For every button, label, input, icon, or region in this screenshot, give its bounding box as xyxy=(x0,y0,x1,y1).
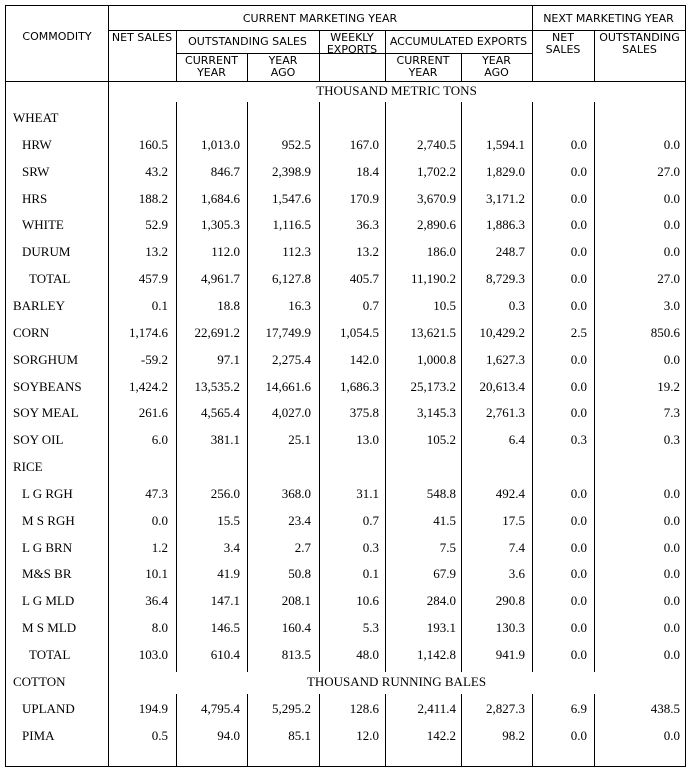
cell-accumulated-year-ago: 8,729.3 xyxy=(486,271,525,287)
table-row xyxy=(6,399,685,425)
cell-outstanding-current-year: 4,795.4 xyxy=(201,700,240,716)
cell-accumulated-year-ago: 10,429.2 xyxy=(479,324,525,340)
cell-next-net-sales: 0.0 xyxy=(570,351,587,367)
table-row xyxy=(6,453,685,479)
commodity-label: L G BRN xyxy=(22,539,73,555)
cell-weekly-exports: 1,686.3 xyxy=(340,378,379,394)
cell-next-outstanding-sales: 0.0 xyxy=(663,485,680,501)
cell-outstanding-current-year: 4,961.7 xyxy=(201,271,240,287)
header-next-net-sales xyxy=(532,32,594,56)
cell-accumulated-year-ago: 1,886.3 xyxy=(486,217,525,233)
cell-outstanding-year-ago: 25.1 xyxy=(288,432,311,448)
cell-outstanding-current-year: 1,305.3 xyxy=(201,217,240,233)
cell-outstanding-current-year: 1,013.0 xyxy=(201,136,240,152)
table-row xyxy=(6,641,685,667)
cell-next-net-sales: 0.0 xyxy=(570,539,587,555)
cell-weekly-exports: 0.7 xyxy=(362,297,379,313)
cell-accumulated-current-year: 1,142.8 xyxy=(417,647,456,662)
commodity-label: SRW xyxy=(22,163,50,179)
cell-next-net-sales: 0.0 xyxy=(570,593,587,609)
table-row xyxy=(6,614,685,640)
header-bottom-rule xyxy=(6,81,685,82)
header-year-line: YEAR xyxy=(268,54,298,67)
cell-net-sales: 10.1 xyxy=(145,566,168,582)
cell-next-net-sales: 0.0 xyxy=(570,217,587,233)
cell-weekly-exports: 0.7 xyxy=(362,512,379,528)
header-year-line: YEAR xyxy=(482,54,511,67)
header-weekly-line: WEEKLY xyxy=(330,31,374,44)
header-net-sales: NET SALES xyxy=(111,31,173,44)
header-weekly-exports xyxy=(319,32,385,56)
cell-next-net-sales: 0.0 xyxy=(570,485,587,501)
commodity-label: HRW xyxy=(22,136,52,152)
cell-next-net-sales: 0.0 xyxy=(570,512,587,528)
cell-accumulated-current-year: 25,173.2 xyxy=(410,378,456,394)
cell-accumulated-current-year: 11,190.2 xyxy=(410,271,456,287)
header-ago-line: AGO xyxy=(270,66,296,79)
table-row xyxy=(6,587,685,613)
cell-accumulated-current-year: 7.5 xyxy=(439,539,456,555)
cell-outstanding-current-year: 41.9 xyxy=(217,566,240,582)
cell-net-sales: 43.2 xyxy=(145,163,168,179)
cell-weekly-exports: 1,054.5 xyxy=(340,324,379,340)
table-row xyxy=(6,346,685,372)
cell-net-sales: -59.2 xyxy=(140,351,168,367)
cell-next-net-sales: 0.3 xyxy=(570,432,587,448)
cell-outstanding-current-year: 256.0 xyxy=(210,485,240,501)
cell-accumulated-current-year: 67.9 xyxy=(433,566,456,582)
header-next-marketing-year: NEXT MARKETING YEAR xyxy=(543,12,674,25)
cell-outstanding-current-year: 381.1 xyxy=(210,432,240,448)
table-row xyxy=(6,319,685,345)
table-row xyxy=(6,131,685,157)
table-row xyxy=(6,722,685,748)
cell-outstanding-year-ago: 17,749.9 xyxy=(265,324,311,340)
cell-weekly-exports: 142.0 xyxy=(349,351,379,367)
cell-weekly-exports: 167.0 xyxy=(349,136,379,152)
table-row xyxy=(6,373,685,399)
cell-net-sales: 261.6 xyxy=(138,405,168,421)
cell-weekly-exports: 128.6 xyxy=(349,700,379,716)
cell-outstanding-current-year: 97.1 xyxy=(217,351,240,367)
cell-accumulated-year-ago: 2,761.3 xyxy=(486,405,525,421)
header-accumulated-year-ago xyxy=(461,55,532,79)
cell-next-net-sales: 6.9 xyxy=(570,700,587,716)
table-row xyxy=(6,265,685,291)
cell-outstanding-current-year: 13,535.2 xyxy=(194,378,240,394)
cell-accumulated-year-ago: 7.4 xyxy=(508,539,525,555)
cell-weekly-exports: 36.3 xyxy=(356,217,379,233)
cell-accumulated-year-ago: 1,627.3 xyxy=(486,351,525,367)
table-row xyxy=(6,211,685,237)
cell-outstanding-current-year: 147.1 xyxy=(210,593,240,609)
cell-outstanding-year-ago: 368.0 xyxy=(281,485,311,501)
cell-net-sales: 160.5 xyxy=(138,136,168,152)
header-accumulated-exports: ACCUMULATED EXPORTS xyxy=(389,35,528,48)
cell-accumulated-current-year: 2,411.4 xyxy=(417,700,456,716)
cell-net-sales: 0.1 xyxy=(151,297,168,313)
cell-accumulated-current-year: 3,145.3 xyxy=(417,405,456,421)
commodity-label: SOY OIL xyxy=(13,432,64,448)
cell-outstanding-current-year: 3.4 xyxy=(223,539,240,555)
table-row xyxy=(6,158,685,184)
cell-net-sales: 188.2 xyxy=(138,190,168,206)
cell-accumulated-current-year: 2,890.6 xyxy=(417,217,456,233)
cell-weekly-exports: 12.0 xyxy=(356,727,379,743)
unit-thousand-running-bales: THOUSAND RUNNING BALES xyxy=(306,674,487,689)
table-row xyxy=(6,104,685,130)
cell-next-outstanding-sales: 0.0 xyxy=(663,539,680,555)
cell-next-net-sales: 0.0 xyxy=(570,190,587,206)
cell-accumulated-current-year: 10.5 xyxy=(433,297,456,313)
cell-accumulated-year-ago: 20,613.4 xyxy=(479,378,525,394)
cell-next-outstanding-sales: 0.0 xyxy=(663,647,680,662)
cell-accumulated-year-ago: 17.5 xyxy=(502,512,525,528)
commodity-label: WHITE xyxy=(22,217,64,233)
cell-next-net-sales: 0.0 xyxy=(570,271,587,287)
cell-outstanding-current-year: 146.5 xyxy=(210,620,240,636)
cell-accumulated-year-ago: 3,171.2 xyxy=(486,190,525,206)
cell-net-sales: 1,424.2 xyxy=(129,378,168,394)
header-current-marketing-year: CURRENT MARKETING YEAR xyxy=(242,12,398,25)
cell-next-net-sales: 0.0 xyxy=(570,297,587,313)
cell-next-outstanding-sales: 0.0 xyxy=(663,217,680,233)
cell-accumulated-year-ago: 941.9 xyxy=(495,647,525,662)
cell-accumulated-current-year: 186.0 xyxy=(426,244,456,260)
commodity-label: SOY MEAL xyxy=(13,405,79,421)
cell-next-net-sales: 2.5 xyxy=(570,324,587,340)
cell-outstanding-year-ago: 112.3 xyxy=(282,244,311,260)
cell-weekly-exports: 405.7 xyxy=(349,271,379,287)
cell-next-net-sales: 0.0 xyxy=(570,244,587,260)
cell-accumulated-year-ago: 3.6 xyxy=(508,566,525,582)
cell-accumulated-year-ago: 2,827.3 xyxy=(486,700,525,716)
cell-accumulated-year-ago: 98.2 xyxy=(502,727,525,743)
cell-outstanding-year-ago: 1,116.5 xyxy=(272,217,311,233)
cell-accumulated-year-ago: 248.7 xyxy=(495,244,525,260)
cell-accumulated-current-year: 13,621.5 xyxy=(410,324,456,340)
commodity-label: L G MLD xyxy=(22,593,75,609)
cell-next-outstanding-sales: 0.0 xyxy=(663,136,680,152)
cell-next-net-sales: 0.0 xyxy=(570,163,587,179)
cell-net-sales: 52.9 xyxy=(145,217,168,233)
cell-net-sales: 0.0 xyxy=(151,512,168,528)
header-accumulated-current-year xyxy=(385,55,461,79)
commodity-label: DURUM xyxy=(22,244,71,260)
cell-next-outstanding-sales: 0.3 xyxy=(663,432,680,448)
header-year-line: YEAR xyxy=(408,66,438,79)
cell-accumulated-year-ago: 1,829.0 xyxy=(486,163,525,179)
cell-net-sales: 1.2 xyxy=(151,539,168,555)
cell-next-outstanding-sales: 0.0 xyxy=(663,244,680,260)
cell-outstanding-current-year: 94.0 xyxy=(217,727,240,743)
table-row xyxy=(6,695,685,721)
cell-net-sales: 194.9 xyxy=(138,700,168,716)
cell-next-net-sales: 0.0 xyxy=(570,136,587,152)
commodity-label: M&S BR xyxy=(22,566,72,582)
cell-outstanding-current-year: 112.0 xyxy=(211,244,240,260)
cell-accumulated-current-year: 1,000.8 xyxy=(417,351,456,367)
cell-next-outstanding-sales: 27.0 xyxy=(657,271,680,287)
cell-next-outstanding-sales: 0.0 xyxy=(663,190,680,206)
header-outstanding-line: OUTSTANDING xyxy=(599,31,680,44)
cell-next-outstanding-sales: 850.6 xyxy=(650,324,680,340)
header-outstanding-year-ago xyxy=(247,55,319,79)
commodity-label: SOYBEANS xyxy=(13,378,82,394)
cell-next-net-sales: 0.0 xyxy=(570,647,587,662)
cell-accumulated-year-ago: 6.4 xyxy=(508,432,525,448)
table-row xyxy=(6,238,685,264)
cell-accumulated-current-year: 284.0 xyxy=(426,593,456,609)
cell-accumulated-current-year: 3,670.9 xyxy=(417,190,456,206)
cell-weekly-exports: 18.4 xyxy=(356,163,379,179)
cell-accumulated-current-year: 193.1 xyxy=(426,620,456,636)
header-current-line: CURRENT xyxy=(185,54,238,67)
cell-next-net-sales: 0.0 xyxy=(570,620,587,636)
commodity-label: UPLAND xyxy=(22,700,75,716)
cell-weekly-exports: 13.0 xyxy=(356,432,379,448)
cell-next-outstanding-sales: 0.0 xyxy=(663,512,680,528)
cell-accumulated-year-ago: 1,594.1 xyxy=(486,136,525,152)
cell-next-outstanding-sales: 19.2 xyxy=(657,378,680,394)
commodity-label: L G RGH xyxy=(22,485,73,501)
header-outstanding-sales: OUTSTANDING SALES xyxy=(188,35,307,48)
commodity-label: M S MLD xyxy=(22,620,77,636)
cell-outstanding-current-year: 15.5 xyxy=(217,512,240,528)
cell-outstanding-year-ago: 4,027.0 xyxy=(272,405,311,421)
cell-outstanding-year-ago: 23.4 xyxy=(288,512,311,528)
cell-next-outstanding-sales: 438.5 xyxy=(650,700,680,716)
commodity-label: TOTAL xyxy=(29,647,71,662)
table-row xyxy=(6,292,685,318)
cell-net-sales: 103.0 xyxy=(138,647,168,662)
cell-next-net-sales: 0.0 xyxy=(570,727,587,743)
cell-accumulated-year-ago: 130.3 xyxy=(495,620,525,636)
cell-accumulated-current-year: 41.5 xyxy=(433,512,456,528)
header-commodity: COMMODITY xyxy=(22,30,92,43)
cell-weekly-exports: 0.3 xyxy=(362,539,379,555)
cell-outstanding-current-year: 610.4 xyxy=(210,647,240,662)
header-next-outstanding-sales xyxy=(594,32,685,56)
table-row xyxy=(6,185,685,211)
cell-outstanding-year-ago: 208.1 xyxy=(281,593,311,609)
cell-outstanding-current-year: 22,691.2 xyxy=(194,324,240,340)
cell-net-sales: 8.0 xyxy=(151,620,168,636)
header-net-line: NET xyxy=(552,31,574,44)
cell-weekly-exports: 5.3 xyxy=(362,620,379,636)
cell-next-outstanding-sales: 0.0 xyxy=(663,566,680,582)
cell-outstanding-year-ago: 5,295.2 xyxy=(272,700,311,716)
commodity-label: TOTAL xyxy=(29,271,71,287)
cell-next-outstanding-sales: 7.3 xyxy=(663,405,680,421)
cell-outstanding-year-ago: 1,547.6 xyxy=(272,190,311,206)
header-exports-line: EXPORTS xyxy=(326,43,378,56)
header-year-line: YEAR xyxy=(197,66,226,79)
cell-net-sales: 36.4 xyxy=(145,593,168,609)
commodity-label: RICE xyxy=(13,459,43,475)
cell-accumulated-current-year: 1,702.2 xyxy=(417,163,456,179)
cell-outstanding-year-ago: 2.7 xyxy=(294,539,311,555)
cell-outstanding-current-year: 1,684.6 xyxy=(201,190,240,206)
commodity-label: COTTON xyxy=(13,673,66,689)
unit-thousand-metric-tons: THOUSAND METRIC TONS xyxy=(316,83,477,98)
cell-outstanding-year-ago: 952.5 xyxy=(281,136,311,152)
cell-accumulated-current-year: 105.2 xyxy=(426,432,456,448)
table-row xyxy=(6,668,685,694)
cell-outstanding-current-year: 846.7 xyxy=(210,163,240,179)
cell-outstanding-current-year: 18.8 xyxy=(217,297,240,313)
cell-net-sales: 47.3 xyxy=(145,485,168,501)
cell-next-net-sales: 0.0 xyxy=(570,566,587,582)
header-ago-line: AGO xyxy=(484,66,509,79)
cell-net-sales: 457.9 xyxy=(138,271,168,287)
cell-outstanding-year-ago: 50.8 xyxy=(288,566,311,582)
cell-outstanding-year-ago: 2,275.4 xyxy=(272,351,311,367)
header-sales-line: SALES xyxy=(622,43,657,56)
cell-weekly-exports: 10.6 xyxy=(356,593,379,609)
cell-outstanding-year-ago: 2,398.9 xyxy=(272,163,311,179)
cell-next-net-sales: 0.0 xyxy=(570,378,587,394)
cell-weekly-exports: 170.9 xyxy=(349,190,379,206)
cell-accumulated-year-ago: 290.8 xyxy=(495,593,525,609)
cell-weekly-exports: 31.1 xyxy=(356,485,379,501)
cell-next-outstanding-sales: 0.0 xyxy=(663,593,680,609)
header-outstanding-current-year xyxy=(176,55,247,79)
cell-outstanding-year-ago: 160.4 xyxy=(281,620,311,636)
commodity-label: BARLEY xyxy=(13,297,65,313)
cell-outstanding-year-ago: 16.3 xyxy=(288,297,311,313)
cell-weekly-exports: 0.1 xyxy=(362,566,379,582)
cell-accumulated-year-ago: 0.3 xyxy=(508,297,525,313)
cell-net-sales: 0.5 xyxy=(151,727,168,743)
table-row xyxy=(6,507,685,533)
cell-accumulated-year-ago: 492.4 xyxy=(495,485,525,501)
cell-weekly-exports: 13.2 xyxy=(356,244,379,260)
export-sales-table xyxy=(5,5,686,767)
cell-next-outstanding-sales: 0.0 xyxy=(663,620,680,636)
cell-net-sales: 1,174.6 xyxy=(129,324,168,340)
commodity-label: WHEAT xyxy=(13,110,59,125)
cell-accumulated-current-year: 142.2 xyxy=(426,727,456,743)
commodity-label: HRS xyxy=(22,190,48,206)
cell-next-outstanding-sales: 0.0 xyxy=(663,727,680,743)
commodity-label: M S RGH xyxy=(22,512,75,528)
cell-next-outstanding-sales: 0.0 xyxy=(663,351,680,367)
cell-outstanding-year-ago: 14,661.6 xyxy=(265,378,311,394)
cell-outstanding-year-ago: 6,127.8 xyxy=(272,271,311,287)
table-row xyxy=(6,480,685,506)
cell-net-sales: 13.2 xyxy=(145,244,168,260)
cell-net-sales: 6.0 xyxy=(151,432,168,448)
table-row xyxy=(6,534,685,560)
table-row xyxy=(6,426,685,452)
header-sales-line: SALES xyxy=(545,43,581,56)
cell-weekly-exports: 48.0 xyxy=(356,647,379,662)
commodity-label: PIMA xyxy=(22,727,55,743)
cell-next-outstanding-sales: 27.0 xyxy=(657,163,680,179)
commodity-label: SORGHUM xyxy=(13,351,79,367)
cell-accumulated-current-year: 548.8 xyxy=(426,485,456,501)
table-row xyxy=(6,560,685,586)
commodity-label: CORN xyxy=(13,324,50,340)
cell-outstanding-year-ago: 85.1 xyxy=(288,727,311,743)
cell-outstanding-year-ago: 813.5 xyxy=(281,647,311,662)
cell-outstanding-current-year: 4,565.4 xyxy=(201,405,240,421)
cell-next-outstanding-sales: 3.0 xyxy=(663,297,680,313)
header-current-line: CURRENT xyxy=(396,54,450,67)
cell-weekly-exports: 375.8 xyxy=(349,405,379,421)
cell-accumulated-current-year: 2,740.5 xyxy=(417,136,456,152)
cell-next-net-sales: 0.0 xyxy=(570,405,587,421)
